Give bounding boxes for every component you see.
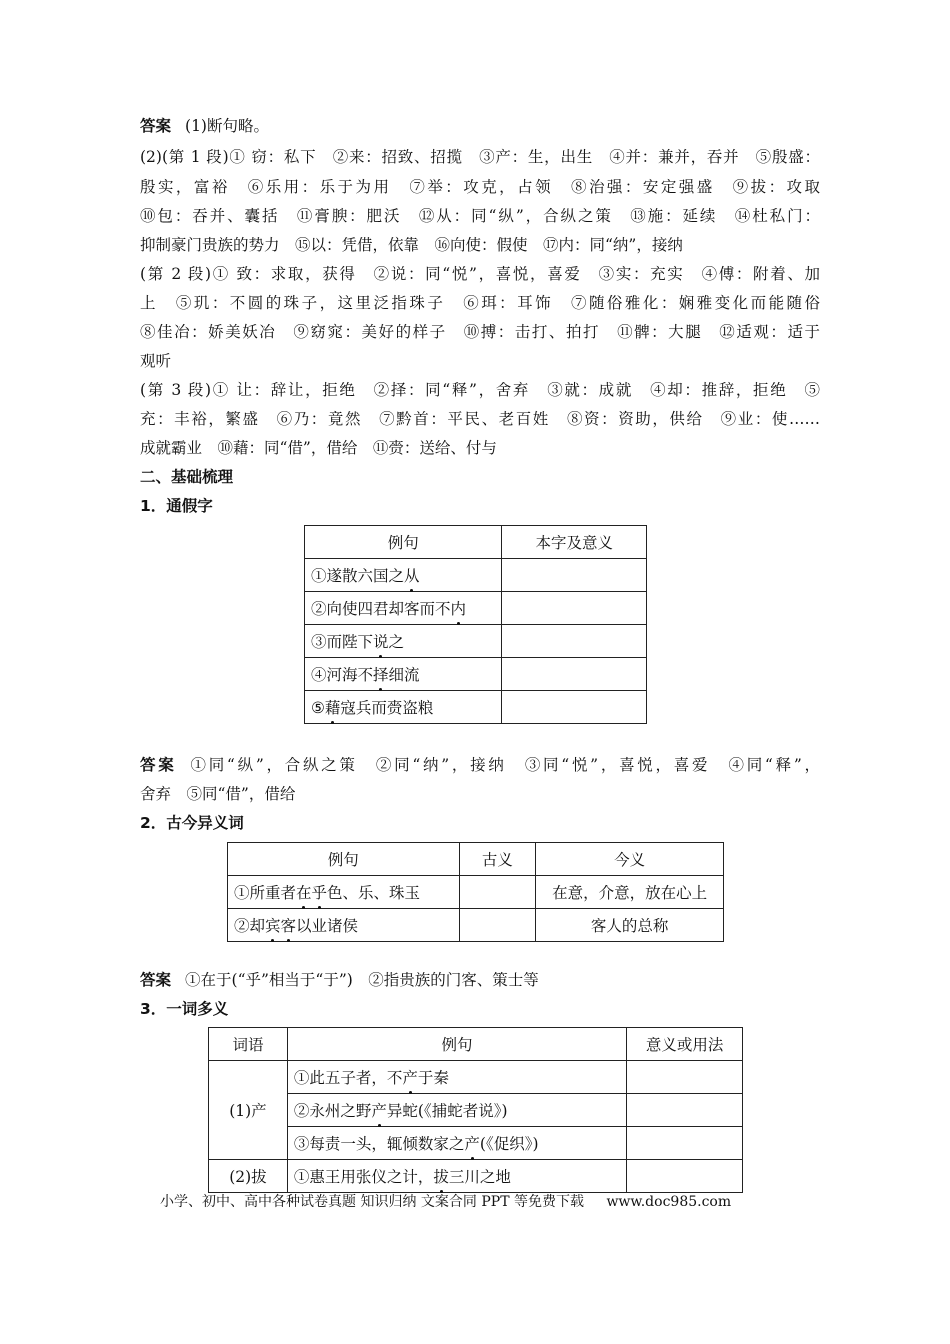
- table-row: [209, 1094, 743, 1127]
- emphasis-dot: 择: [373, 663, 389, 685]
- answer-line-6: (第 2 段)① 致：求取，获得 ②说：同“悦”，喜悦，喜爱 ③实：充实 ④傅：附着、加: [140, 265, 820, 283]
- table-row: [228, 909, 724, 942]
- answer-line-10: (第 3 段)① 让：辞让，拒绝 ②择：同“释”，舍弃 ③就：成就 ④却：推辞，拒绝 ⑤: [140, 381, 820, 399]
- table-row: [228, 876, 724, 909]
- gujin-answer-line: 答案 ①在于(“乎”相当于“于”) ②指贵族的门客、策士等: [140, 971, 539, 989]
- section-heading: 二、基础梳理: [140, 468, 234, 486]
- footer-url[interactable]: www.doc985.com: [606, 1194, 732, 1210]
- subsection-title-gujin: 2．古今异义词: [140, 814, 244, 832]
- meaning-cell: [627, 1127, 743, 1160]
- gujin-table: [227, 842, 724, 942]
- table-row: [305, 559, 647, 592]
- table-header: 今义: [536, 843, 724, 876]
- answer-line-4: ⑩包：吞并、囊括 ⑪膏腴：肥沃 ⑫从：同“纵”，合纵之策 ⑬施：延续 ⑭杜私门：: [140, 207, 820, 225]
- tongjiazi-table: [304, 525, 647, 724]
- answer-cell: [502, 592, 647, 625]
- example-cell: ①遂散六国之从: [305, 559, 502, 592]
- example-cell: ③每责一头，辄倾数家之产(《促织》): [287, 1127, 626, 1160]
- example-cell: ①此五子者，不产于秦: [287, 1061, 626, 1094]
- table-row: [209, 1061, 743, 1094]
- answer-cell: [502, 625, 647, 658]
- table-header: 意义或用法: [627, 1028, 743, 1061]
- word-cell: (1)产: [209, 1061, 288, 1160]
- answer-text: (1)断句略。: [185, 117, 269, 135]
- example-cell: ③而陛下说之: [305, 625, 502, 658]
- table-header: 词语: [209, 1028, 288, 1061]
- answer-line-8: ⑧佳冶：娇美妖冶 ⑨窈窕：美好的样子 ⑩搏：击打、拍打 ⑪髀：大腿 ⑫适观：适于: [140, 323, 820, 341]
- tongjiazi-answer-line-2: 舍弃 ⑤同“借”，借给: [140, 785, 296, 803]
- answer-cell: [502, 658, 647, 691]
- answer-line-5: 抑制豪门贵族的势力 ⑮以：凭借，依靠 ⑯向使：假使 ⑰内：同“纳”，接纳: [140, 236, 683, 254]
- example-cell: ②永州之野产异蛇(《捕蛇者说》): [287, 1094, 626, 1127]
- answer-line-2: (2)(第 1 段)① 窃：私下 ②来：招致、招揽 ③产：生，出生 ④并：兼并，吞并 ⑤殷盛：: [140, 148, 820, 166]
- example-cell: ①惠王用张仪之计，拔三川之地: [287, 1160, 626, 1193]
- example-cell: ②向使四君却客而不内: [305, 592, 502, 625]
- subsection-title-yiciduoyi: 3．一词多义: [140, 1000, 229, 1018]
- emphasis-dot: 说: [373, 630, 389, 652]
- table-row: [305, 625, 647, 658]
- answer-cell: [502, 559, 647, 592]
- answer-cell: [502, 691, 647, 724]
- table-header: 本字及意义: [502, 526, 647, 559]
- table-row: [209, 1127, 743, 1160]
- meaning-cell: [627, 1160, 743, 1193]
- table-row: [305, 691, 647, 724]
- answer-line-1: [140, 115, 820, 137]
- ancient-meaning-cell: [459, 876, 536, 909]
- table-row: [209, 1160, 743, 1193]
- table-header: 例句: [228, 843, 460, 876]
- footer-text: 小学、初中、高中各种试卷真题 知识归纳 文案合同 PPT 等免费下载: [160, 1194, 584, 1210]
- answer-line-7: 上 ⑤玑：不圆的珠子，这里泛指珠子 ⑥珥：耳饰 ⑦随俗雅化：娴雅变化而能随俗: [140, 294, 820, 312]
- modern-meaning-cell: 在意，介意，放在心上: [536, 876, 724, 909]
- modern-meaning-cell: 客人的总称: [536, 909, 724, 942]
- answer-line-12: 成就霸业 ⑩藉：同“借”，借给 ⑪赍：送给、付与: [140, 439, 497, 457]
- table-row: [305, 658, 647, 691]
- page-footer: [160, 1191, 800, 1211]
- table-row: [305, 592, 647, 625]
- emphasis-dot: 内: [451, 597, 467, 619]
- answer-line-9: 观听: [140, 352, 172, 370]
- table-header: 例句: [287, 1028, 626, 1061]
- answer-line-11: 充：丰裕，繁盛 ⑥乃：竟然 ⑦黔首：平民、老百姓 ⑧资：资助，供给 ⑨业：使……: [140, 410, 820, 428]
- word-cell: (2)拔: [209, 1160, 288, 1193]
- table-header: 古义: [459, 843, 536, 876]
- subsection-title-tongjiazi: 1．通假字: [140, 497, 213, 515]
- answer-line-3: 殷实，富裕 ⑥乐用：乐于为用 ⑦举：攻克，占领 ⑧治强：安定强盛 ⑨拔：攻取: [140, 178, 820, 196]
- meaning-cell: [627, 1061, 743, 1094]
- answer-label: 答案: [140, 117, 172, 135]
- emphasis-dot: 藉: [325, 696, 341, 718]
- yiciduoyi-table: [208, 1027, 743, 1193]
- example-cell: ⑤藉寇兵而赍盗粮: [305, 691, 502, 724]
- example-cell: ①所重者在乎色、乐、珠玉: [228, 876, 460, 909]
- table-header: 例句: [305, 526, 502, 559]
- tongjiazi-answer-line-1: 答案 ①同“纵”，合纵之策 ②同“纳”，接纳 ③同“悦”，喜悦，喜爱 ④同“释”，: [140, 756, 820, 774]
- emphasis-dot: 从: [404, 564, 420, 586]
- example-cell: ②却宾客以业诸侯: [228, 909, 460, 942]
- example-cell: ④河海不择细流: [305, 658, 502, 691]
- meaning-cell: [627, 1094, 743, 1127]
- ancient-meaning-cell: [459, 909, 536, 942]
